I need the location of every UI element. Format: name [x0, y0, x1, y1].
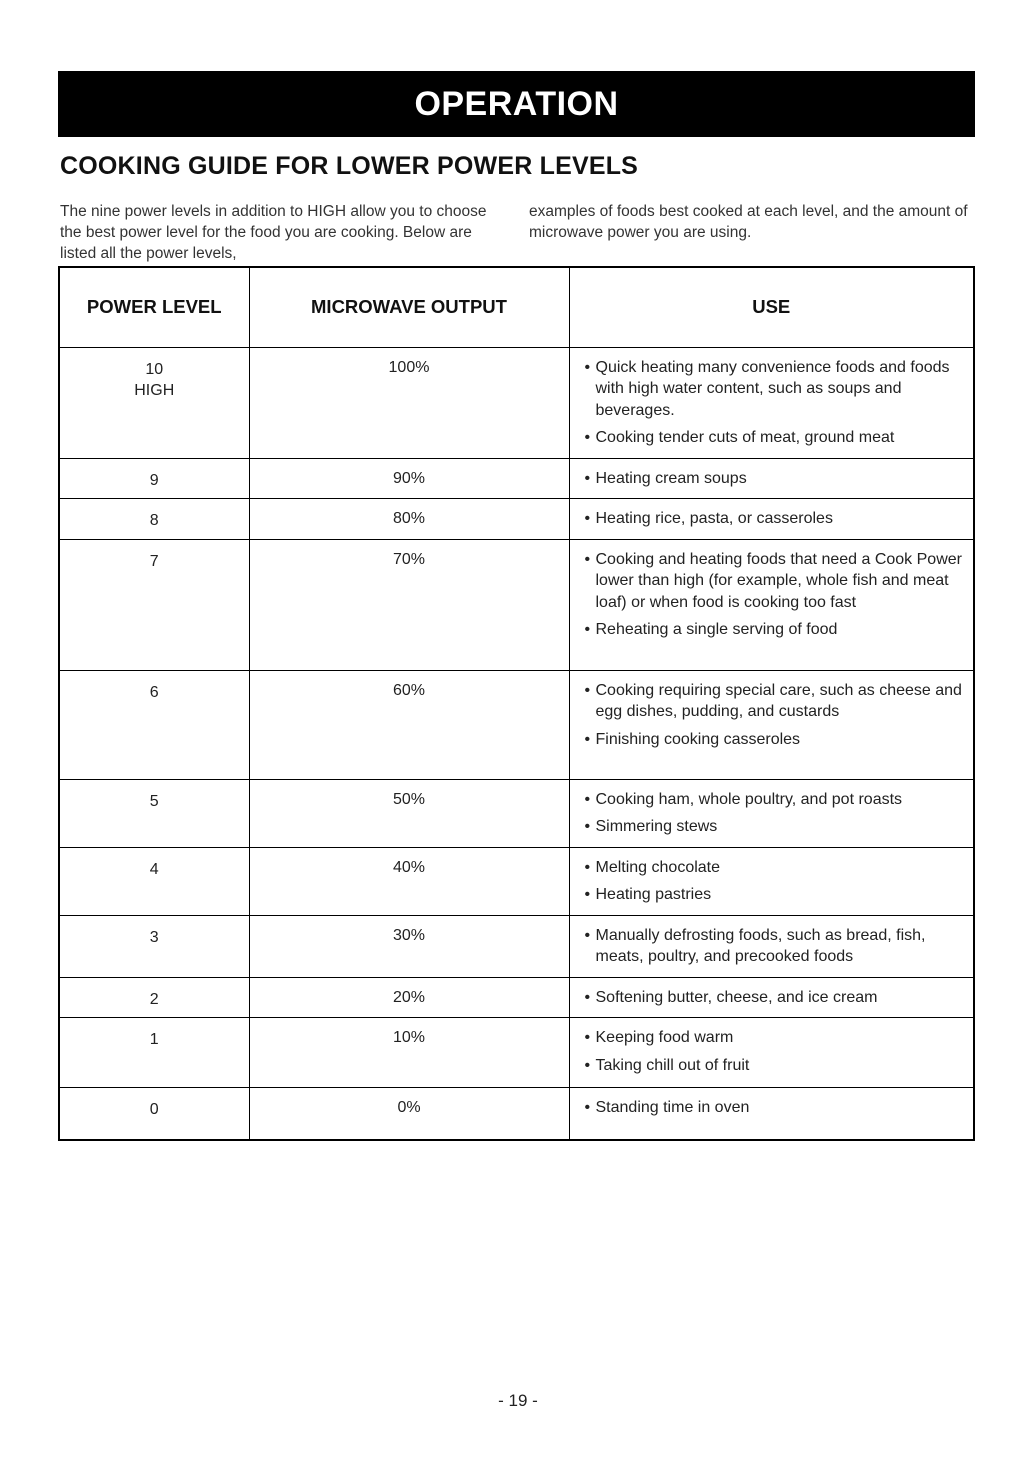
use-list [596, 925, 966, 968]
use-item: • Cooking ham, whole poultry, and pot roasts [596, 789, 966, 811]
use-list [596, 468, 966, 490]
use-item: • Manually defrosting foods, such as bread, fish, meats, poultry, and precooked foods [596, 925, 966, 968]
power-level-cell [59, 670, 249, 779]
microwave-output-cell: 100% [249, 347, 569, 458]
power-level-value: 5 [149, 792, 159, 810]
microwave-output-cell: 70% [249, 539, 569, 670]
use-item: • Cooking requiring special care, such as cheese and egg dishes, pudding, and custards [596, 680, 966, 723]
power-level-value: 1 [149, 1031, 159, 1048]
use-cell [569, 779, 974, 847]
use-item: • Finishing cooking casseroles [596, 729, 966, 751]
power-level-table [58, 266, 975, 1141]
use-cell [569, 670, 974, 779]
power-level-value: 3 [149, 928, 159, 946]
use-item: • Heating rice, pasta, or casseroles [596, 508, 966, 530]
use-list [596, 357, 966, 449]
power-level-value: 8 [149, 512, 159, 529]
table-row [59, 977, 974, 1018]
power-level-cell [59, 847, 249, 915]
use-list [596, 1027, 966, 1076]
use-list [596, 1097, 966, 1119]
power-level-cell [59, 977, 249, 1018]
table-row [59, 347, 974, 458]
use-list [596, 789, 966, 838]
section-title: COOKING GUIDE FOR LOWER POWER LEVELS [60, 152, 639, 180]
use-list [596, 680, 966, 751]
power-level-value: 6 [149, 683, 159, 701]
use-item: • Cooking tender cuts of meat, ground meat [596, 427, 966, 449]
table-row [59, 915, 974, 977]
operation-banner: OPERATION [58, 71, 975, 137]
use-cell [569, 539, 974, 670]
microwave-output-cell: 40% [249, 847, 569, 915]
microwave-output-cell: 80% [249, 499, 569, 540]
use-cell [569, 499, 974, 540]
table-row [59, 1088, 974, 1140]
power-level-cell [59, 1088, 249, 1140]
use-item: • Heating cream soups [596, 468, 966, 490]
power-level-cell [59, 458, 249, 499]
power-level-cell [59, 779, 249, 847]
use-list [596, 549, 966, 641]
use-cell [569, 1018, 974, 1088]
microwave-output-cell: 30% [249, 915, 569, 977]
use-item: • Cooking and heating foods that need a Cook Power lower than high (for example, whole fish and meat loaf) or when food is cooking too fast [596, 549, 966, 614]
table-row [59, 670, 974, 779]
microwave-output-cell: 20% [249, 977, 569, 1018]
power-level-value: 9 [149, 471, 159, 489]
use-item: • Softening butter, cheese, and ice cream [596, 987, 966, 1009]
table-body [59, 347, 974, 1140]
power-level-cell [59, 347, 249, 458]
microwave-output-cell: 10% [249, 1018, 569, 1088]
use-cell [569, 1088, 974, 1140]
table-row [59, 779, 974, 847]
power-level-cell [59, 499, 249, 540]
use-item: • Heating pastries [596, 884, 966, 906]
power-level-value: 10 [145, 360, 164, 378]
use-list [596, 987, 966, 1009]
power-level-label: HIGH [134, 381, 175, 399]
power-level-cell [59, 539, 249, 670]
microwave-output-cell: 90% [249, 458, 569, 499]
intro-paragraph-left: The nine power levels in addition to HIGH allow you to choose the best power level for the food you are cooking. Below are listed all the power levels, [60, 203, 487, 262]
power-level-value: 0 [149, 1101, 159, 1118]
table-row [59, 458, 974, 499]
use-cell [569, 847, 974, 915]
power-level-value: 4 [149, 860, 159, 878]
use-list [596, 508, 966, 530]
use-cell [569, 347, 974, 458]
use-item: • Taking chill out of fruit [596, 1055, 966, 1077]
power-level-value: 7 [149, 552, 159, 570]
power-level-cell [59, 1018, 249, 1088]
table-row [59, 499, 974, 540]
header-use: USE [569, 267, 974, 347]
use-cell [569, 915, 974, 977]
intro-paragraph-right: examples of foods best cooked at each level, and the amount of microwave power you are using. [529, 203, 968, 241]
table-row [59, 847, 974, 915]
header-power-level: POWER LEVEL [59, 267, 249, 347]
table-header-row [59, 267, 974, 347]
use-item: • Keeping food warm [596, 1027, 966, 1049]
microwave-output-cell: 50% [249, 779, 569, 847]
table-row [59, 1018, 974, 1088]
table-row [59, 539, 974, 670]
power-level-value: 2 [149, 990, 159, 1008]
header-microwave-output: MICROWAVE OUTPUT [249, 267, 569, 347]
use-item: • Melting chocolate [596, 857, 966, 879]
use-item: • Reheating a single serving of food [596, 619, 966, 641]
use-cell [569, 977, 974, 1018]
microwave-output-cell: 60% [249, 670, 569, 779]
use-item: • Quick heating many convenience foods and foods with high water content, such as soups and beverages. [596, 357, 966, 422]
use-cell [569, 458, 974, 499]
page-number: - 19 - [498, 1391, 538, 1410]
use-item: • Standing time in oven [596, 1097, 966, 1119]
microwave-output-cell: 0% [249, 1088, 569, 1140]
use-item: • Simmering stews [596, 816, 966, 838]
use-list [596, 857, 966, 906]
power-level-cell [59, 915, 249, 977]
